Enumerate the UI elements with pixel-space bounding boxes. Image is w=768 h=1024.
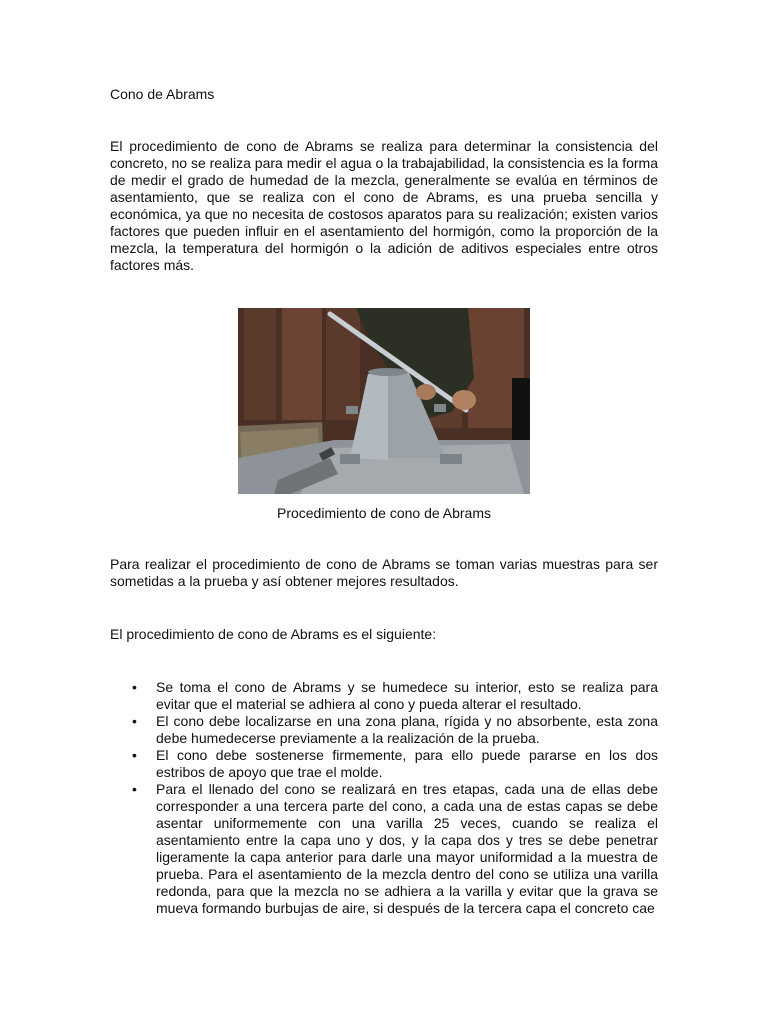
list-item-text: El cono debe localizarse en una zona plana, rígida y no absorbente, esta zona debe humedecerse previamente a la realización de la prueba. (156, 713, 658, 746)
list-item (110, 747, 658, 781)
procedure-intro-paragraph: El procedimiento de cono de Abrams es el siguiente: (110, 626, 437, 642)
intro-paragraph: El procedimiento de cono de Abrams se realiza para determinar la consistencia del concreto, no se realiza para medir el agua o la trabajabilidad, la consistencia es la forma de medir el grado de humedad de la mezcla, generalmente se evalúa en términos de asentamiento, que se realiza con el cono de Abrams, es una prueba sencilla y económica, ya que no necesita de costosos aparatos para su realización; existen varios factores que pueden influir en el asentamiento del hormigón, como la proporción de la mezcla, la temperatura del hormigón o la adición de aditivos especiales entre otros factores más. (110, 138, 658, 273)
samples-paragraph: Para realizar el procedimiento de cono de Abrams se toman varias muestras para ser sometidas a la prueba y así obtener mejores resultados. (110, 556, 658, 589)
list-item-text: Se toma el cono de Abrams y se humedece su interior, esto se realiza para evitar que el material se adhiera al cono y pueda alterar el resultado. (156, 679, 658, 712)
bullet-icon: • (132, 713, 137, 729)
figure-caption: Procedimiento de cono de Abrams (276, 505, 491, 521)
list-item-text: El cono debe sostenerse firmemente, para ello puede pararse en los dos estribos de apoyo que trae el molde. (156, 747, 658, 780)
list-item (110, 713, 658, 747)
bullet-icon: • (132, 679, 137, 695)
list-item (110, 781, 658, 917)
document-title: Cono de Abrams (110, 86, 215, 102)
list-item (110, 679, 658, 713)
bullet-icon: • (132, 781, 137, 797)
bullet-icon: • (132, 747, 137, 763)
list-item-text: Para el llenado del cono se realizará en tres etapas, cada una de ellas debe corresponder a una tercera parte del cono, a cada una de estas capas se debe asentar uniformemente con una varilla 25 veces, cuando se realiza el asentamiento entre la capa uno y dos, y la capa dos y tres se debe penetrar ligeramente la capa anterior para darle una mayor uniformidad a la muestra de prueba. Para el asentamiento de la mezcla dentro del cono se utiliza una varilla redonda, para que la mezcla no se adhiera a la varilla y evitar que la grava se mueva formando burbujas de aire, si después de la tercera capa el concreto cae (156, 781, 658, 916)
procedure-list (110, 679, 658, 917)
abrams-cone-photo (238, 308, 530, 494)
